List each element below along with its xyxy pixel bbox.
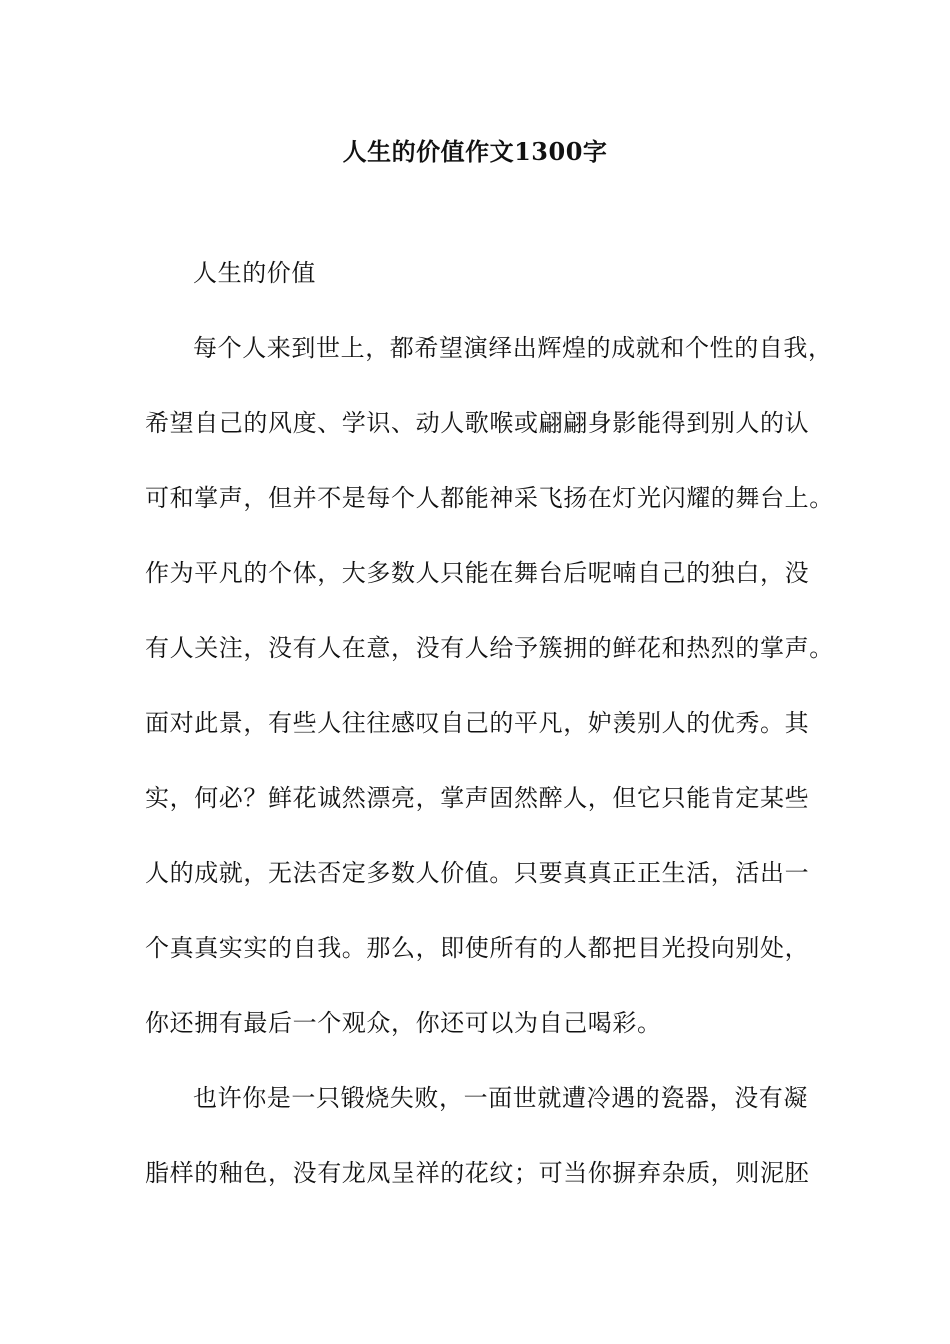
body-line: 每个人来到世上，都希望演绎出辉煌的成就和个性的自我， <box>193 334 833 362</box>
body-line: 也许你是一只锻烧失败，一面世就遭冷遇的瓷器，没有凝 <box>193 1084 808 1112</box>
body-line: 有人关注，没有人在意，没有人给予簇拥的鲜花和热烈的掌声。 <box>145 634 834 662</box>
body-line: 作为平凡的个体，大多数人只能在舞台后呢喃自己的独白，没 <box>145 559 810 587</box>
body-line: 实，何必？鲜花诚然漂亮，掌声固然醉人，但它只能肯定某些 <box>145 784 810 812</box>
body-line: 人的成就，无法否定多数人价值。只要真真正正生活，活出一 <box>145 859 810 887</box>
document-title: 人生的价值作文1300字 <box>342 137 608 166</box>
body-line: 你还拥有最后一个观众，你还可以为自己喝彩。 <box>145 1009 662 1037</box>
body-line: 个真真实实的自我。那么，即使所有的人都把目光投向别处， <box>145 934 810 962</box>
body-line: 可和掌声，但并不是每个人都能神采飞扬在灯光闪耀的舞台上。 <box>145 484 834 512</box>
body-line: 面对此景，有些人往往感叹自己的平凡，妒羡别人的优秀。其 <box>145 709 810 737</box>
document-body <box>145 253 834 1228</box>
body-line: 脂样的釉色，没有龙凤呈祥的花纹；可当你摒弃杂质，则泥胚 <box>145 1159 810 1187</box>
body-line: 希望自己的风度、学识、动人歌喉或翩翩身影能得到别人的认 <box>145 409 810 437</box>
body-line: 人生的价值 <box>193 259 316 287</box>
